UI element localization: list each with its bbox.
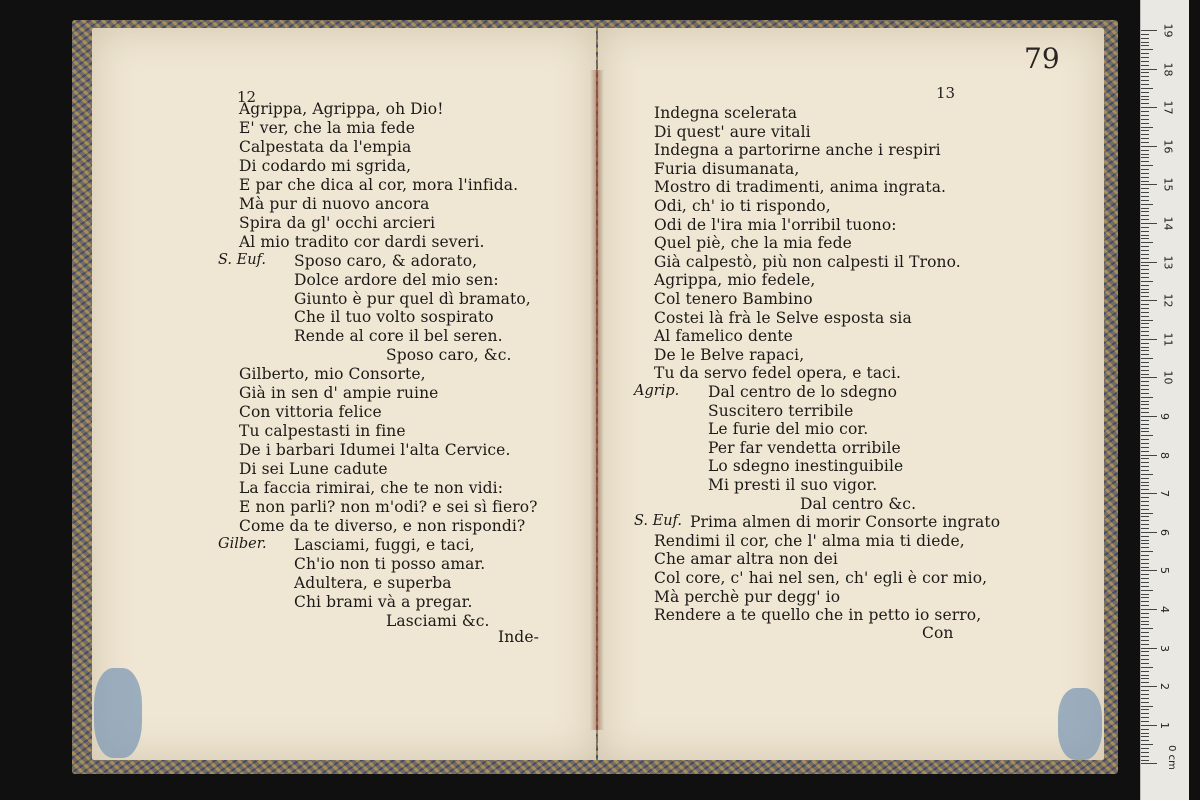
- ruler-tick: [1141, 134, 1149, 135]
- ruler-tick: [1141, 161, 1149, 162]
- verse-line: Di sei Lune cadute: [239, 460, 388, 479]
- ruler-number: 19: [1161, 23, 1175, 38]
- verse-line: E par che dica al cor, mora l'infida.: [239, 175, 519, 194]
- ruler-tick: [1141, 292, 1149, 293]
- ruler-tick: [1141, 516, 1149, 517]
- ruler-tick: [1141, 316, 1149, 317]
- ruler-tick: [1141, 621, 1149, 622]
- verse-line: Sposo caro, & adorato,: [294, 251, 478, 270]
- verse-line: Indegna a partorirne anche i respiri: [654, 141, 941, 160]
- ruler-number: 9: [1158, 413, 1171, 420]
- ruler-tick: [1141, 354, 1149, 355]
- ruler-tick: [1141, 628, 1153, 629]
- verse-line: Spira da gl' occhi arcieri: [239, 213, 436, 232]
- ruler-tick: [1141, 119, 1149, 120]
- ruler-tick: [1141, 644, 1149, 645]
- verse-line: De i barbari Idumei l'alta Cervice.: [239, 441, 511, 460]
- ruler-tick: [1141, 154, 1149, 155]
- ruler-tick: [1141, 404, 1149, 405]
- ruler-tick: [1141, 130, 1149, 131]
- ruler-tick: [1141, 505, 1149, 506]
- ruler-tick: [1141, 397, 1153, 398]
- verse-line: Chi brami và a pregar.: [294, 592, 473, 611]
- ruler-tick: [1141, 389, 1149, 390]
- ruler-tick: [1141, 84, 1149, 85]
- ruler-number: 11: [1161, 332, 1175, 347]
- ruler-tick: [1141, 34, 1149, 35]
- ruler-tick: [1141, 551, 1153, 552]
- verse-line: Già calpestò, più non calpesti il Trono.: [654, 252, 961, 271]
- ruler-tick: [1141, 146, 1157, 147]
- ruler-tick: [1141, 424, 1149, 425]
- ruler-tick: [1141, 57, 1149, 58]
- speaker-label: Agrip.: [634, 383, 680, 399]
- ruler-tick: [1141, 165, 1153, 166]
- verse-line: Tu da servo fedel opera, e taci.: [654, 364, 902, 383]
- ruler-tick: [1141, 532, 1157, 533]
- ruler-tick: [1141, 76, 1149, 77]
- verse-line: Quel piè, che la mia fede: [654, 234, 852, 253]
- ruler-tick: [1141, 663, 1149, 664]
- ruler-tick: [1141, 181, 1149, 182]
- verse-line: Lo sdegno inestinguibile: [708, 457, 904, 476]
- verse-line: Già in sen d' ampie ruine: [239, 384, 439, 403]
- ruler-tick: [1141, 115, 1149, 116]
- ruler-tick: [1141, 520, 1149, 521]
- verse-line: Mà perchè pur degg' io: [654, 587, 841, 606]
- ruler-tick: [1141, 617, 1149, 618]
- right-page-number: 13: [936, 84, 956, 102]
- ruler-tick: [1141, 99, 1149, 100]
- water-stain: [94, 668, 142, 758]
- ruler-number: 18: [1161, 62, 1175, 77]
- ruler-tick: [1141, 682, 1149, 683]
- ruler-tick: [1141, 350, 1149, 351]
- ruler-tick: [1141, 586, 1149, 587]
- verse-line: Le furie del mio cor.: [708, 420, 869, 439]
- ruler-tick: [1141, 513, 1153, 514]
- ruler-tick: [1141, 381, 1149, 382]
- verse-line: Furia disumanata,: [654, 159, 800, 178]
- verse-line: Per far vendetta orribile: [708, 438, 901, 457]
- ruler-tick: [1141, 250, 1149, 251]
- ruler-tick: [1141, 563, 1149, 564]
- ruler-tick: [1141, 211, 1149, 212]
- ruler-number: 15: [1161, 177, 1175, 192]
- ruler-tick: [1141, 466, 1149, 467]
- ruler-tick: [1141, 72, 1149, 73]
- ruler-tick: [1141, 706, 1153, 707]
- ruler-number: 17: [1161, 100, 1175, 115]
- verse-line: Dal centro &c.: [800, 494, 917, 513]
- left-catchword: Inde-: [498, 628, 539, 646]
- ruler-tick: [1141, 702, 1149, 703]
- ruler-tick: [1141, 420, 1149, 421]
- ruler-tick: [1141, 323, 1149, 324]
- verse-line: Come da te diverso, e non rispondi?: [239, 516, 526, 535]
- ruler-tick: [1141, 605, 1149, 606]
- ruler-tick: [1141, 111, 1149, 112]
- ruler-number: 6: [1158, 528, 1171, 536]
- ruler-tick: [1141, 482, 1149, 483]
- ruler-tick: [1141, 107, 1157, 108]
- ruler-tick: [1141, 756, 1149, 757]
- ruler-tick: [1141, 289, 1149, 290]
- ruler-tick: [1141, 200, 1149, 201]
- ruler-tick: [1141, 748, 1149, 749]
- verse-line: Rendimi il cor, che l' alma mia ti diede,: [654, 531, 965, 550]
- ruler-tick: [1141, 103, 1149, 104]
- ruler-tick: [1141, 173, 1149, 174]
- ruler-tick: [1141, 474, 1153, 475]
- ruler-tick: [1141, 127, 1153, 128]
- ruler-tick: [1141, 242, 1153, 243]
- ruler-tick: [1141, 721, 1149, 722]
- verse-line: Suscitero terribile: [708, 401, 854, 420]
- ruler-tick: [1141, 455, 1157, 456]
- left-page-number: 12: [237, 88, 257, 106]
- speaker-label: S. Euf.: [634, 513, 683, 530]
- ruler-tick: [1141, 428, 1149, 429]
- ruler-tick: [1141, 431, 1149, 432]
- ruler-tick: [1141, 204, 1153, 205]
- ruler-tick: [1141, 258, 1149, 259]
- ruler-tick: [1141, 96, 1149, 97]
- ruler-tick: [1141, 640, 1149, 641]
- ruler-tick: [1141, 543, 1149, 544]
- ruler-tick: [1141, 547, 1149, 548]
- ruler-tick: [1141, 594, 1149, 595]
- ruler-tick: [1141, 540, 1149, 541]
- ruler-tick: [1141, 567, 1149, 568]
- ruler-tick: [1141, 227, 1149, 228]
- verse-line: Con vittoria felice: [239, 403, 382, 422]
- ruler-tick: [1141, 385, 1149, 386]
- verse-line: E' ver, che la mia fede: [239, 118, 416, 137]
- ruler-tick: [1141, 327, 1149, 328]
- ruler-tick: [1141, 393, 1149, 394]
- ruler-tick: [1141, 686, 1157, 687]
- ruler-tick: [1141, 335, 1149, 336]
- ruler-tick: [1141, 451, 1149, 452]
- ruler-tick: [1141, 88, 1153, 89]
- ruler-tick: [1141, 655, 1149, 656]
- ruler-tick: [1141, 38, 1149, 39]
- ruler-tick: [1141, 304, 1149, 305]
- ruler-tick: [1141, 308, 1149, 309]
- ruler-tick: [1141, 733, 1149, 734]
- ruler-number: 5: [1158, 567, 1171, 575]
- ruler-tick: [1141, 736, 1149, 737]
- ruler-tick: [1141, 443, 1149, 444]
- ruler-tick: [1141, 763, 1157, 764]
- verse-line: Agrippa, mio fedele,: [654, 271, 816, 290]
- ruler-number: 8: [1158, 451, 1171, 459]
- ruler-tick: [1141, 285, 1149, 286]
- verse-line: Che il tuo volto sospirato: [294, 308, 494, 327]
- verse-line: De le Belve rapaci,: [654, 345, 805, 364]
- ruler-tick: [1141, 80, 1149, 81]
- ruler-tick: [1141, 659, 1149, 660]
- ruler-tick: [1141, 509, 1149, 510]
- ruler-number: 12: [1161, 293, 1175, 308]
- ruler-tick: [1141, 347, 1149, 348]
- ruler-tick: [1141, 235, 1149, 236]
- ruler-tick: [1141, 123, 1149, 124]
- ruler-tick: [1141, 408, 1149, 409]
- ruler-tick: [1141, 648, 1157, 649]
- verse-line: Ch'io non ti posso amar.: [294, 554, 486, 573]
- ruler-tick: [1141, 362, 1149, 363]
- ruler-tick: [1141, 470, 1149, 471]
- ruler-tick: [1141, 744, 1153, 745]
- ruler-tick: [1141, 69, 1157, 70]
- ruler-tick: [1141, 223, 1157, 224]
- ruler-number: 16: [1161, 139, 1175, 154]
- ruler-tick: [1141, 609, 1157, 610]
- ruler-tick: [1141, 92, 1149, 93]
- ruler-number: 2: [1158, 683, 1171, 691]
- verse-line: Al mio tradito cor dardi severi.: [239, 232, 485, 251]
- ruler-tick: [1141, 678, 1149, 679]
- ruler-tick: [1141, 53, 1149, 54]
- ruler-tick: [1141, 690, 1149, 691]
- ruler-number: 1: [1158, 721, 1171, 729]
- right-catchword: Con: [922, 624, 954, 642]
- ruler-tick: [1141, 740, 1149, 741]
- ruler-tick: [1141, 401, 1149, 402]
- ruler-tick: [1141, 729, 1149, 730]
- ruler-tick: [1141, 717, 1149, 718]
- verse-line: Costei là frà le Selve esposta sia: [654, 308, 912, 327]
- ruler-tick: [1141, 725, 1157, 726]
- verse-line: Lasciami &c.: [386, 611, 490, 630]
- ruler-tick: [1141, 528, 1149, 529]
- ruler-tick: [1141, 65, 1149, 66]
- ruler-tick: [1141, 262, 1157, 263]
- ruler-tick: [1141, 574, 1149, 575]
- ruler-tick: [1141, 458, 1149, 459]
- ruler-tick: [1141, 30, 1157, 31]
- ruler-tick: [1141, 142, 1149, 143]
- ruler-tick: [1141, 331, 1149, 332]
- verse-line: Indegna scelerata: [654, 104, 798, 122]
- ruler-tick: [1141, 636, 1149, 637]
- ruler-tick: [1141, 578, 1149, 579]
- verse-line: E non parli? non m'odi? e sei sì fiero?: [239, 497, 538, 516]
- verse-line: Dolce ardore del mio sen:: [294, 270, 499, 289]
- verse-line: Odi de l'ira mia l'orribil tuono:: [654, 215, 897, 234]
- ruler-tick: [1141, 462, 1149, 463]
- measurement-ruler: [1140, 0, 1189, 800]
- ruler-tick: [1141, 177, 1149, 178]
- verse-line: Agrippa, Agrippa, oh Dio!: [239, 100, 444, 118]
- ruler-tick: [1141, 582, 1149, 583]
- verse-line: Mi presti il suo vigor.: [708, 476, 878, 494]
- ruler-tick: [1141, 312, 1149, 313]
- ruler-tick: [1141, 157, 1149, 158]
- ruler-tick: [1141, 188, 1149, 189]
- verse-line: Adultera, e superba: [294, 573, 452, 592]
- ruler-tick: [1141, 269, 1149, 270]
- ruler-tick: [1141, 138, 1149, 139]
- verse-line: Mà pur di nuovo ancora: [239, 194, 430, 213]
- ruler-tick: [1141, 273, 1149, 274]
- ruler-tick: [1141, 698, 1149, 699]
- ruler-tick: [1141, 300, 1157, 301]
- ruler-tick: [1141, 524, 1149, 525]
- ruler-tick: [1141, 231, 1149, 232]
- ruler-tick: [1141, 150, 1149, 151]
- verse-line: Tu calpestasti in fine: [239, 422, 406, 441]
- ruler-tick: [1141, 49, 1153, 50]
- ruler-tick: [1141, 277, 1149, 278]
- ruler-tick: [1141, 412, 1149, 413]
- verse-line: La faccia rimirai, che te non vidi:: [239, 479, 504, 497]
- ruler-tick: [1141, 590, 1153, 591]
- verse-line: Lasciami, fuggi, e taci,: [294, 535, 475, 554]
- ruler-tick: [1141, 760, 1149, 761]
- verse-line: Di codardo mi sgrida,: [239, 156, 412, 175]
- verse-line: Rendere a te quello che in petto io serro,: [654, 606, 982, 625]
- ruler-tick: [1141, 497, 1149, 498]
- verse-line: Al famelico dente: [654, 327, 793, 346]
- ruler-tick: [1141, 416, 1157, 417]
- verse-line: Col core, c' hai nel sen, ch' egli è cor mio,: [654, 569, 988, 587]
- ruler-number: 7: [1158, 490, 1171, 498]
- ruler-tick: [1141, 366, 1149, 367]
- verse-line: Dal centro de lo sdegno: [708, 383, 898, 401]
- ruler-tick: [1141, 219, 1149, 220]
- ruler-tick: [1141, 713, 1149, 714]
- ruler-tick: [1141, 624, 1149, 625]
- ruler-tick: [1141, 694, 1149, 695]
- ruler-tick: [1141, 208, 1149, 209]
- ruler-tick: [1141, 184, 1157, 185]
- ruler-tick: [1141, 339, 1157, 340]
- ruler-tick: [1141, 501, 1149, 502]
- ruler-tick: [1141, 358, 1153, 359]
- ruler-tick: [1141, 238, 1149, 239]
- ruler-tick: [1141, 667, 1153, 668]
- ruler-tick: [1141, 169, 1149, 170]
- ruler-tick: [1141, 613, 1149, 614]
- verse-line: Mostro di tradimenti, anima ingrata.: [654, 178, 947, 197]
- ruler-tick: [1141, 281, 1153, 282]
- ruler-tick: [1141, 478, 1149, 479]
- verse-line: Calpestata da l'empia: [239, 137, 412, 156]
- verse-line: Di quest' aure vitali: [654, 122, 811, 141]
- verse-line: Che amar altra non dei: [654, 550, 838, 569]
- ruler-tick: [1141, 671, 1149, 672]
- speaker-label: S. Euf.: [218, 251, 267, 268]
- ruler-tick: [1141, 632, 1149, 633]
- ruler-tick: [1141, 61, 1149, 62]
- ruler-number: 3: [1158, 644, 1171, 652]
- ruler-tick: [1141, 296, 1149, 297]
- ruler-tick: [1141, 493, 1157, 494]
- ruler-number: 4: [1158, 606, 1171, 613]
- ruler-tick: [1141, 447, 1149, 448]
- ruler-tick: [1141, 254, 1149, 255]
- ruler-tick: [1141, 536, 1149, 537]
- ruler-tick: [1141, 752, 1149, 753]
- ruler-tick: [1141, 570, 1157, 571]
- verse-line: Col tenero Bambino: [654, 290, 813, 308]
- ruler-tick: [1141, 196, 1149, 197]
- ruler-tick: [1141, 320, 1153, 321]
- handwritten-folio-number: 79: [1024, 42, 1060, 75]
- ruler-tick: [1141, 45, 1149, 46]
- ruler-tick: [1141, 435, 1153, 436]
- ruler-tick: [1141, 215, 1149, 216]
- ruler-unit-label: 0 cm: [1165, 745, 1177, 770]
- ruler-tick: [1141, 192, 1149, 193]
- ruler-number: 10: [1161, 370, 1175, 385]
- verse-line: Sposo caro, &c.: [386, 346, 512, 365]
- ruler-tick: [1141, 485, 1149, 486]
- verse-line: Rende al core il bel seren.: [294, 327, 503, 346]
- verse-line: Odi, ch' io ti rispondo,: [654, 197, 831, 215]
- ruler-tick: [1141, 489, 1149, 490]
- ruler-number: 13: [1161, 255, 1175, 270]
- water-stain: [1058, 688, 1102, 760]
- verse-line: Prima almen di morir Consorte ingrato: [690, 513, 1001, 532]
- verse-line: Gilberto, mio Consorte,: [239, 365, 426, 384]
- binding-gutter: [590, 70, 604, 730]
- ruler-tick: [1141, 343, 1149, 344]
- ruler-tick: [1141, 651, 1149, 652]
- ruler-tick: [1141, 601, 1149, 602]
- ruler-tick: [1141, 377, 1157, 378]
- ruler-tick: [1141, 374, 1149, 375]
- ruler-tick: [1141, 709, 1149, 710]
- ruler-tick: [1141, 597, 1149, 598]
- speaker-label: Gilber.: [218, 535, 267, 552]
- ruler-tick: [1141, 675, 1149, 676]
- ruler-tick: [1141, 439, 1149, 440]
- ruler-number: 14: [1161, 216, 1175, 231]
- ruler-tick: [1141, 559, 1149, 560]
- ruler-tick: [1141, 246, 1149, 247]
- verse-line: Giunto è pur quel dì bramato,: [294, 289, 531, 308]
- ruler-tick: [1141, 42, 1149, 43]
- ruler-tick: [1141, 555, 1149, 556]
- ruler-tick: [1141, 265, 1149, 266]
- ruler-tick: [1141, 370, 1149, 371]
